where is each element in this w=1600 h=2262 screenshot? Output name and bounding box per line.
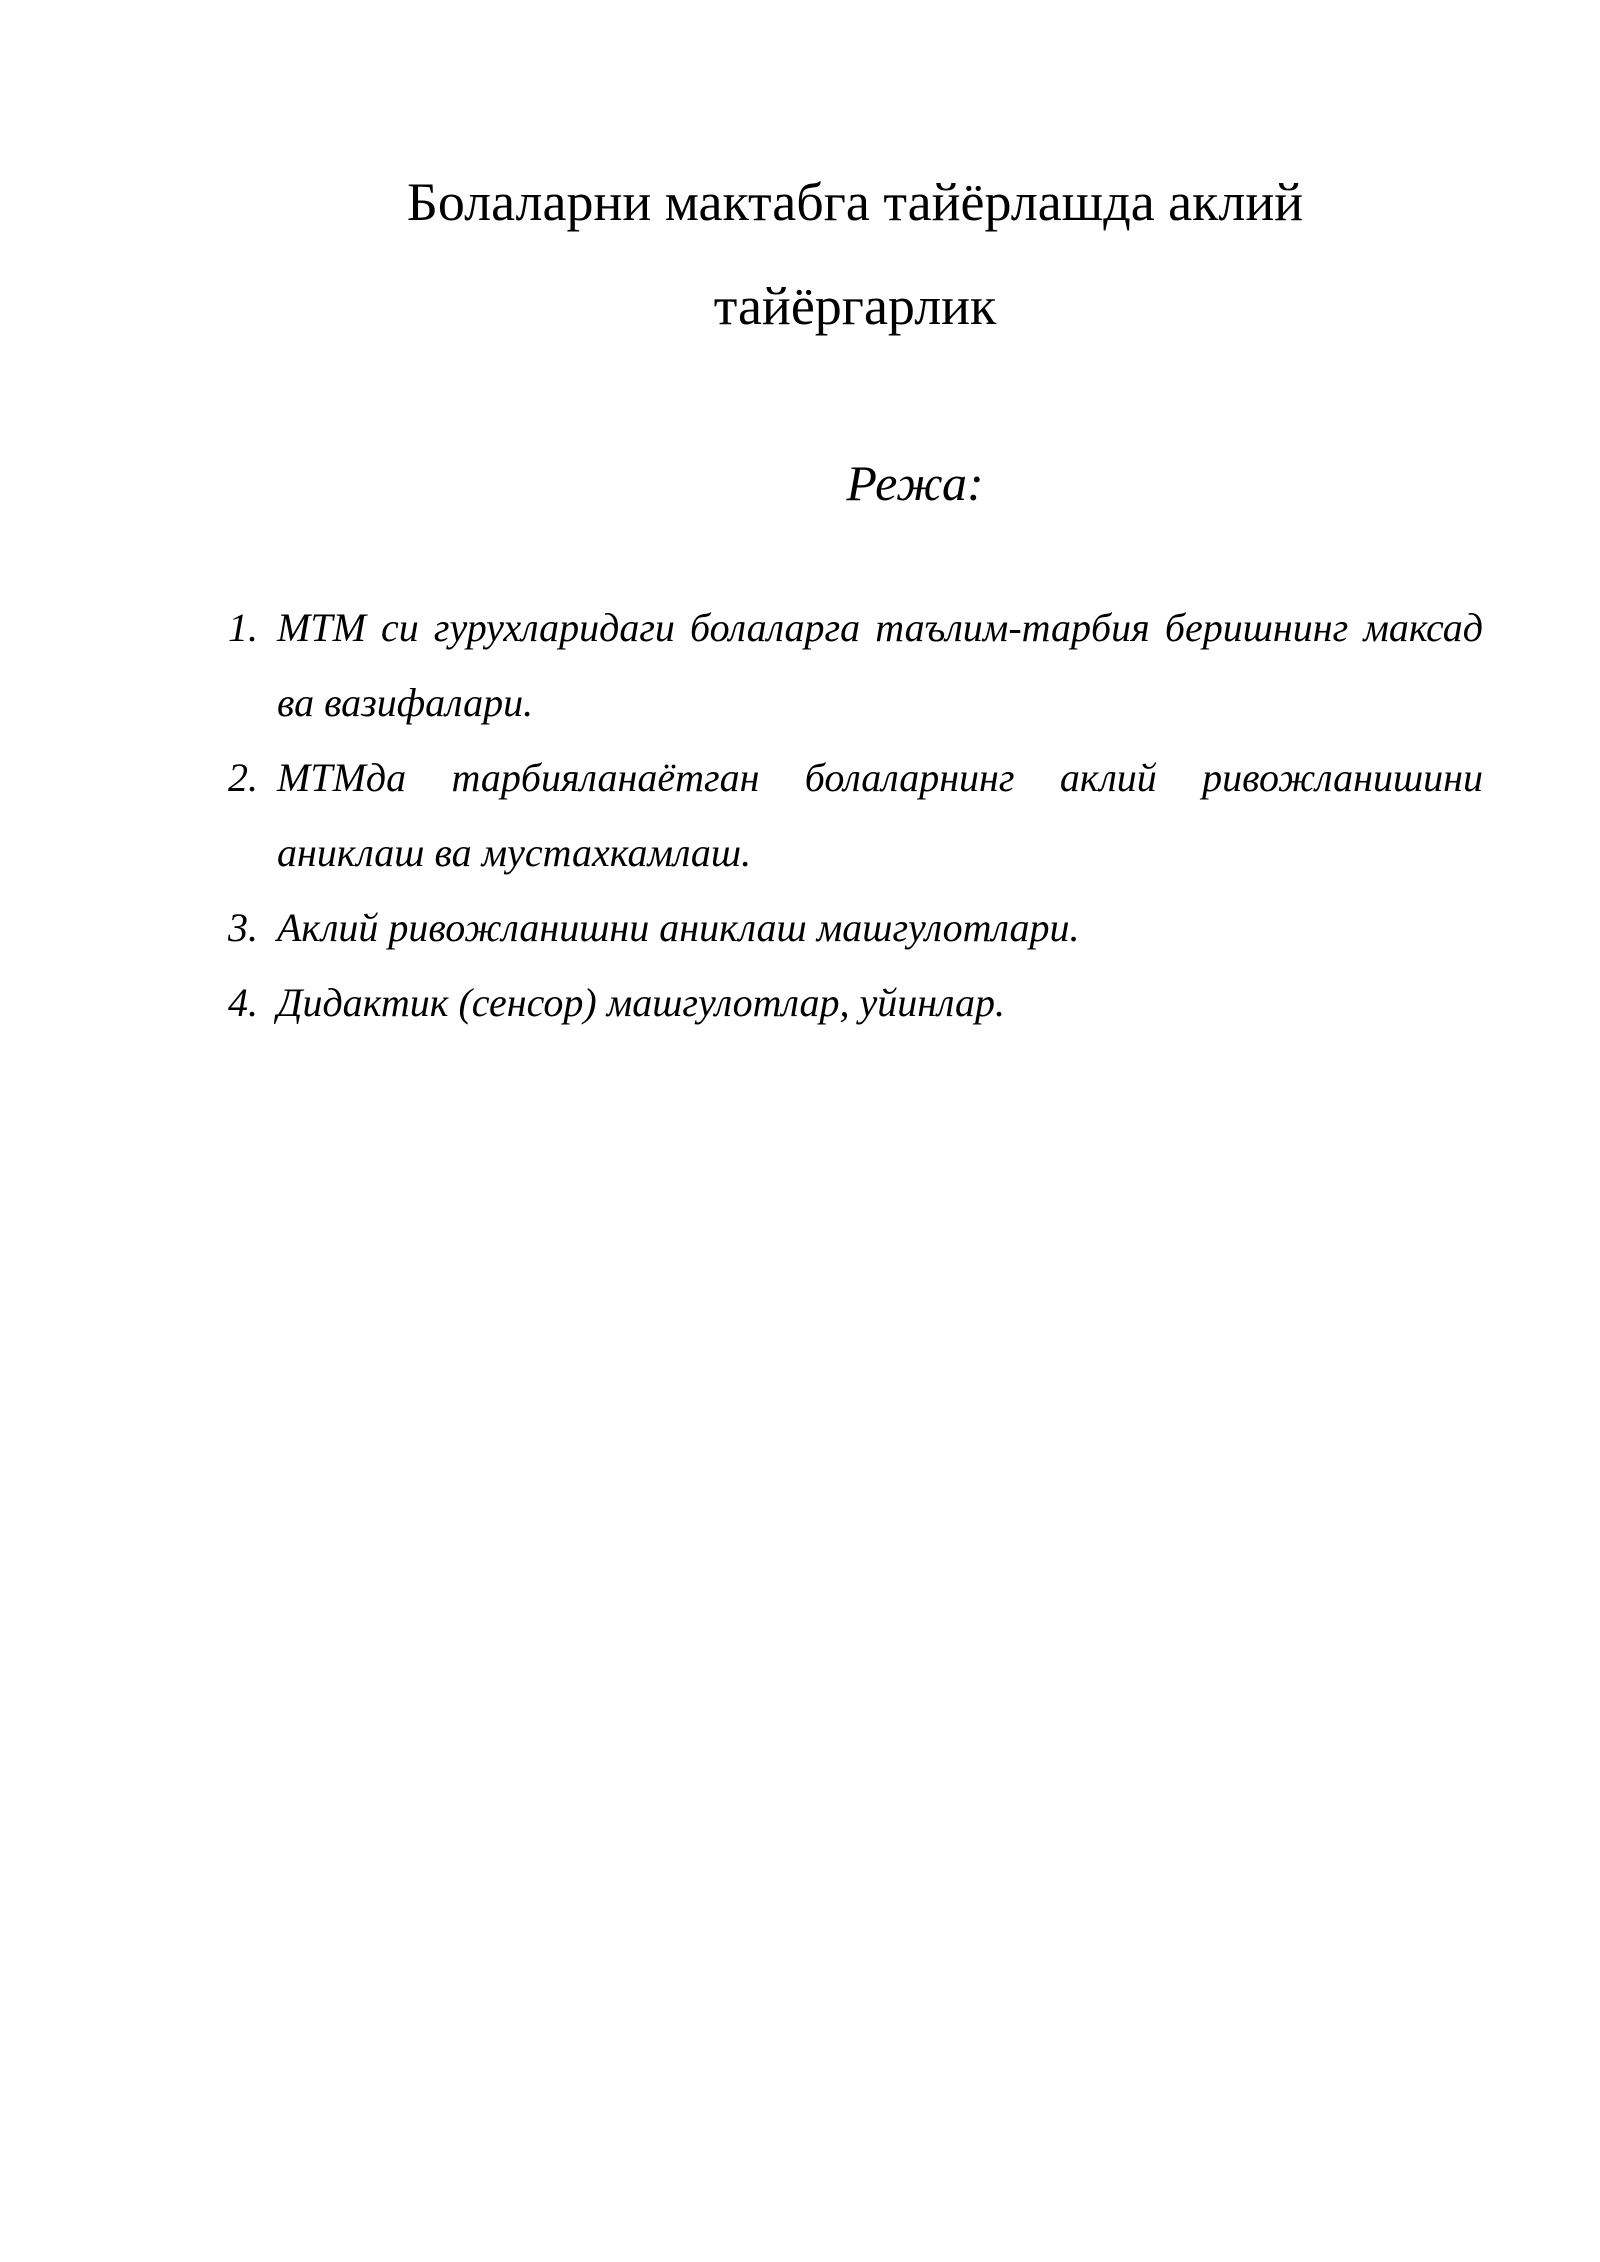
plan-item-number: 2. (228, 755, 258, 800)
plan-item-text: МТМда тарбияланаётган болаларнинг аклий ривожланишини аниклаш ва мустахкамлаш. (277, 755, 1483, 875)
plan-item-text: Аклий ривожланишни аниклаш машгулотлари. (277, 905, 1080, 950)
title-line-1: Болаларни мактабга тайёрлашда аклий (406, 172, 1304, 232)
plan-item (228, 965, 1483, 1040)
plan-item-number: 1. (228, 605, 258, 650)
plan-item-number: 3. (228, 905, 258, 950)
plan-item (228, 890, 1483, 965)
plan-item-number: 4. (228, 980, 258, 1025)
plan-item (228, 590, 1483, 740)
plan-item-text: МТМ си гурухларидаги болаларга таълим-тарбия беришнинг максад ва вазифалари. (277, 605, 1483, 725)
plan-heading: Режа: (846, 455, 984, 511)
document-title (230, 150, 1480, 358)
plan-list (228, 590, 1483, 1040)
title-line-2: тайёргарлик (713, 276, 997, 336)
plan-item-text: Дидактик (сенсор) машгулотлар, уйинлар. (277, 980, 1005, 1025)
plan-item (228, 740, 1483, 890)
